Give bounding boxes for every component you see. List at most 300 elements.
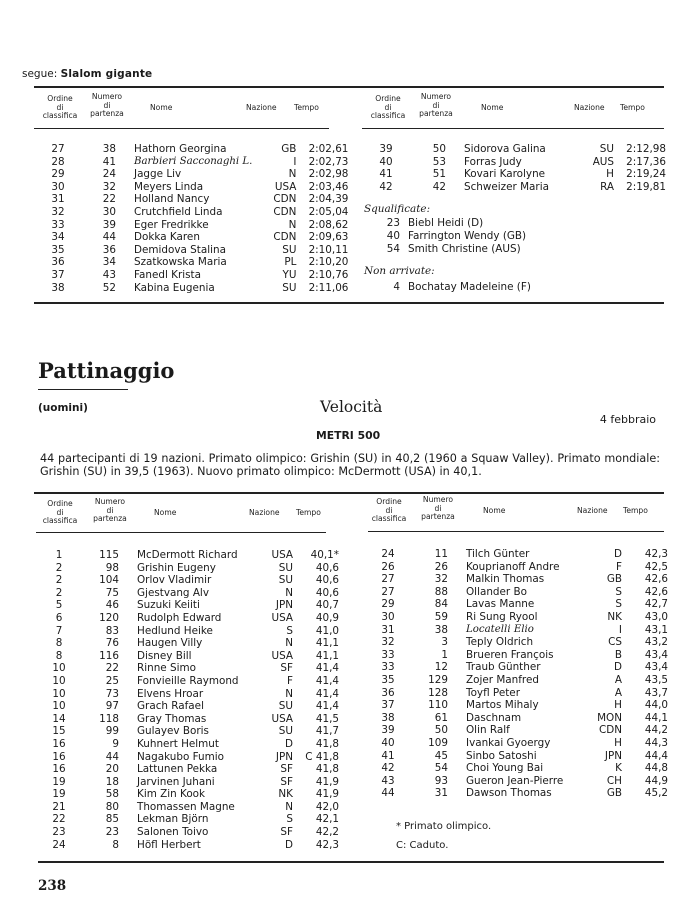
rank-cell: 33 xyxy=(381,661,395,674)
rank-cell: 39 xyxy=(379,143,393,155)
athlete-name-cell: Lavas Manne xyxy=(466,598,535,611)
list-item xyxy=(380,243,521,256)
bib-number-cell: 32 xyxy=(434,573,448,586)
bib-number-cell: 58 xyxy=(105,788,119,801)
athlete-name-cell: Kuhnert Helmut xyxy=(137,737,219,750)
rank-cell: 27 xyxy=(51,143,65,155)
table-row xyxy=(363,611,668,624)
table-row xyxy=(34,813,339,826)
rank-cell: 29 xyxy=(51,168,65,181)
rank-cell: 19 xyxy=(52,775,66,788)
bib-number-cell: 1 xyxy=(441,648,448,661)
header-rule-right xyxy=(368,531,664,532)
list-item xyxy=(380,281,531,294)
bib-number-cell: 80 xyxy=(105,800,119,813)
athlete-name-cell: Szatkowska Maria xyxy=(134,256,227,269)
athlete-entry: Bochatay Madeleine (F) xyxy=(408,281,531,293)
col-header-line: partenza xyxy=(90,109,124,118)
table-row xyxy=(34,751,339,764)
bib-number-cell: 97 xyxy=(105,700,119,713)
athlete-name-cell: Locatelli Elio xyxy=(466,623,534,635)
nation-cell: A xyxy=(614,686,622,699)
rank-cell: 28 xyxy=(51,155,65,168)
category-label: (uomini) xyxy=(38,402,88,414)
athlete-name-cell: Fanedl Krista xyxy=(134,268,201,281)
col-header-line: Ordine xyxy=(47,499,73,508)
page-number: 238 xyxy=(38,878,67,894)
time-cell: 43,7 xyxy=(644,686,668,699)
time-cell: 2:19,81 xyxy=(626,180,666,193)
time-cell: 43,0 xyxy=(644,610,668,623)
nation-cell: SF xyxy=(280,775,293,788)
athlete-name-cell: Tilch Günter xyxy=(466,548,530,560)
athlete-name-cell: Thomassen Magne xyxy=(137,800,235,813)
athlete-name-cell: Crutchfield Linda xyxy=(134,205,223,218)
athlete-name-cell: Ivankai Gyoergy xyxy=(466,736,551,749)
rank-cell: 27 xyxy=(381,573,395,586)
bib-number-cell: 41 xyxy=(102,155,116,168)
col-header-line: Numero xyxy=(94,497,126,506)
table-row xyxy=(363,598,668,611)
athlete-name-cell: Olin Ralf xyxy=(466,724,510,737)
list-item xyxy=(380,217,483,230)
squalificate-label: Squalificate: xyxy=(364,203,431,215)
col-header-line: partenza xyxy=(419,109,453,118)
bib-number-cell: 93 xyxy=(434,774,448,787)
rank-cell: 10 xyxy=(52,700,66,713)
col-header-line: partenza xyxy=(93,514,127,523)
rank-cell: 15 xyxy=(52,725,66,738)
bib-number-cell: 38 xyxy=(434,623,448,636)
rank-cell: 27 xyxy=(381,585,395,598)
bib-number-cell: 38 xyxy=(102,143,116,155)
table-row xyxy=(34,599,339,612)
athlete-name-cell: Meyers Linda xyxy=(134,180,204,193)
athlete-name-cell: Kouprianoff Andre xyxy=(466,560,560,573)
nation-cell: JPN xyxy=(275,599,293,612)
athlete-name-cell: Eger Fredrikke xyxy=(134,218,209,231)
bib-number-cell: 26 xyxy=(434,560,448,573)
nation-cell: SU xyxy=(599,143,614,155)
time-cell: 2:10,11 xyxy=(308,243,349,256)
athlete-name-cell: Zojer Manfred xyxy=(466,673,539,686)
table-row xyxy=(363,624,668,637)
athlete-name-cell: Daschnam xyxy=(466,711,522,724)
header-rule-left xyxy=(36,532,326,533)
table-row xyxy=(362,143,666,156)
table-row xyxy=(34,549,339,562)
nation-cell: SU xyxy=(278,725,293,738)
table-row xyxy=(363,548,668,561)
athlete-name-cell: Fonvieille Raymond xyxy=(137,674,239,687)
col-header-numero xyxy=(86,498,134,524)
top-rule xyxy=(34,86,664,88)
nation-cell: USA xyxy=(271,549,293,561)
rank-cell: 8 xyxy=(55,649,63,662)
time-cell: 40,9 xyxy=(315,611,339,624)
rank-cell: 8 xyxy=(55,637,63,650)
col-header-line: di xyxy=(106,505,114,515)
nation-cell: A xyxy=(614,673,622,686)
table-row xyxy=(34,826,339,839)
athlete-name-cell: Schweizer Maria xyxy=(464,180,549,193)
table-row xyxy=(363,561,668,574)
nation-cell: S xyxy=(286,624,293,637)
bib-number-cell: 39 xyxy=(102,218,116,231)
table-row xyxy=(34,181,348,194)
athlete-name-cell: Traub Günther xyxy=(466,661,541,674)
nation-cell: D xyxy=(613,661,622,674)
event-intro: 44 partecipanti di 19 nazioni. Primato olimpico: Grishin (SU) in 40,2 (1960 a Squaw Valley). Primato mondiale: Grishin (SU) in 39,5 (1963). Nuovo primato olimpico: McDermott (USA) in 40,1. xyxy=(40,452,660,478)
rank-cell: 16 xyxy=(52,737,66,750)
table-row xyxy=(34,231,348,244)
rank-cell: 22 xyxy=(52,813,66,826)
rank-cell: 35 xyxy=(381,673,395,686)
bib-number-cell: 85 xyxy=(105,813,119,826)
time-cell: 2:05,04 xyxy=(308,205,349,218)
table-row xyxy=(34,675,339,688)
table-row xyxy=(363,661,668,674)
bib-number-cell: 3 xyxy=(441,636,448,649)
table-row xyxy=(362,156,666,169)
athlete-name-cell: Teply Oldrich xyxy=(466,636,534,649)
time-cell: 44,2 xyxy=(644,724,668,737)
time-cell: 41,0 xyxy=(315,624,339,637)
time-cell: 2:12,98 xyxy=(626,143,666,155)
header-rule-right xyxy=(362,128,664,129)
event-date: 4 febbraio xyxy=(599,413,656,426)
nation-cell: S xyxy=(615,598,622,611)
rank-cell: 14 xyxy=(52,712,66,725)
time-cell: 40,6 xyxy=(315,586,339,599)
bib-number-cell: 23 xyxy=(105,826,119,839)
nation-cell: CS xyxy=(608,636,622,649)
athlete-name-cell: Choi Young Bai xyxy=(466,762,544,775)
nation-cell: MON xyxy=(597,711,622,724)
nation-cell: N xyxy=(285,637,293,650)
col-header-tempo: Tempo xyxy=(623,506,648,515)
table-row xyxy=(34,193,348,206)
segue-title: Slalom gigante xyxy=(60,68,153,80)
rank-cell: 41 xyxy=(379,168,393,181)
bib-number-cell: 8 xyxy=(112,838,119,851)
table-row xyxy=(34,143,348,156)
rank-cell: 31 xyxy=(51,193,65,206)
bib-number-cell: 84 xyxy=(434,598,448,611)
col-header-line: classifica xyxy=(42,516,78,525)
col-header-tempo: Tempo xyxy=(294,103,319,112)
table-row xyxy=(363,573,668,586)
col-header-line: di xyxy=(56,102,64,112)
time-cell: 2:19,24 xyxy=(626,168,666,181)
athlete-name-cell: Sidorova Galina xyxy=(464,143,546,155)
nation-cell: D xyxy=(284,737,293,750)
note-olympic-record: * Primato olimpico. xyxy=(396,821,492,832)
nation-cell: H xyxy=(614,736,622,749)
nation-cell: NK xyxy=(278,788,293,801)
time-cell: 44,1 xyxy=(644,711,668,724)
table-row xyxy=(34,625,339,638)
time-cell: 41,8 xyxy=(315,763,339,776)
bib-number-cell: 98 xyxy=(105,561,119,574)
col-header-line: di xyxy=(384,102,392,112)
list-item xyxy=(380,230,526,243)
time-cell: 41,7 xyxy=(315,725,339,738)
col-header-tempo: Tempo xyxy=(620,103,645,112)
nation-cell: YU xyxy=(282,268,297,281)
rank-cell: 10 xyxy=(52,687,66,700)
col-header-nome: Nome xyxy=(483,506,506,515)
bib-number-cell: 20 xyxy=(105,763,119,776)
nation-cell: CH xyxy=(606,774,622,787)
bib-number-cell: 25 xyxy=(105,674,119,687)
rank-cell: 39 xyxy=(381,724,395,737)
time-cell: 2:02,73 xyxy=(308,155,349,168)
time-cell: 42,5 xyxy=(644,560,668,573)
bib-number-cell: 115 xyxy=(99,549,119,561)
athlete-name-cell: Toyfl Peter xyxy=(466,686,520,699)
athlete-name-cell: Höfl Herbert xyxy=(137,838,201,851)
table-row xyxy=(34,156,348,169)
athlete-name-cell: Jarvinen Juhani xyxy=(137,775,215,788)
table-row xyxy=(34,788,339,801)
col-header-numero xyxy=(412,93,460,119)
rank-cell: 23 xyxy=(52,826,66,839)
col-header-line: Numero xyxy=(420,92,452,101)
athlete-name-cell: Lattunen Pekka xyxy=(137,763,218,776)
time-cell: 42,6 xyxy=(644,585,668,598)
nation-cell: CDN xyxy=(273,231,297,244)
nation-cell: JPN xyxy=(604,749,622,762)
bib-number-cell: 75 xyxy=(105,586,119,599)
table-row xyxy=(363,636,668,649)
col-header-tempo: Tempo xyxy=(296,508,321,517)
time-cell: 2:02,61 xyxy=(308,143,349,155)
event-name: METRI 500 xyxy=(316,429,381,442)
rank-cell: 35 xyxy=(51,243,65,256)
title-underline xyxy=(38,389,128,390)
nation-cell: PL xyxy=(284,256,297,269)
bib-number-cell: 99 xyxy=(105,725,119,738)
bib-number-cell: 110 xyxy=(428,699,448,712)
bib-number-cell: 46 xyxy=(105,599,119,612)
athlete-name-cell: Gray Thomas xyxy=(137,712,207,725)
athlete-name-cell: Malkin Thomas xyxy=(466,573,545,586)
rank-cell: 5 xyxy=(55,599,63,612)
table-row xyxy=(34,637,339,650)
bib-number-cell: 30 xyxy=(102,205,116,218)
col-header-line: classifica xyxy=(42,111,78,120)
nation-cell: SF xyxy=(280,763,293,776)
athlete-name-cell: Kovari Karolyne xyxy=(464,168,546,181)
athlete-name-cell: Elvens Hroar xyxy=(137,687,204,700)
nation-cell: AUS xyxy=(592,155,614,168)
athlete-name-cell: Ollander Bo xyxy=(466,585,527,598)
nation-cell: SU xyxy=(282,281,297,294)
rank-cell: 43 xyxy=(381,774,395,787)
nation-cell: I xyxy=(293,155,297,168)
col-header-line: di xyxy=(432,100,440,110)
time-cell: 41,4 xyxy=(315,687,339,700)
col-header-nome: Nome xyxy=(154,508,177,517)
bib-number-cell: 104 xyxy=(99,574,119,587)
bib-number-cell: 50 xyxy=(432,143,446,155)
nation-cell: S xyxy=(286,813,293,826)
athlete-name-cell: Dawson Thomas xyxy=(466,787,552,800)
bib-number-cell: 128 xyxy=(428,686,448,699)
bib-number-cell: 54 xyxy=(434,762,448,775)
athlete-name-cell: Barbieri Sacconaghi L. xyxy=(134,155,253,167)
table-row xyxy=(363,649,668,662)
time-cell: 43,1 xyxy=(644,623,668,636)
col-header-nazione: Nazione xyxy=(249,508,280,517)
nation-cell: USA xyxy=(271,611,293,624)
bib-number-cell: 9 xyxy=(112,737,119,750)
results-table-500m-left xyxy=(34,549,339,851)
nation-cell: CDN xyxy=(598,724,622,737)
athlete-name-cell: Salonen Toivo xyxy=(137,826,209,839)
col-header-ordine xyxy=(34,500,86,526)
bib-number-cell: 42 xyxy=(432,180,446,193)
time-cell: 2:08,62 xyxy=(308,218,349,231)
table-row xyxy=(363,712,668,725)
col-header-nome: Nome xyxy=(150,103,173,112)
col-header-nome: Nome xyxy=(481,103,504,112)
table-row xyxy=(34,206,348,219)
time-cell: 44,0 xyxy=(644,699,668,712)
rank-cell: 36 xyxy=(381,686,395,699)
table-row xyxy=(34,574,339,587)
time-cell: 44,3 xyxy=(644,736,668,749)
time-cell: 40,1* xyxy=(310,549,339,561)
rank-cell: 42 xyxy=(381,762,395,775)
rank-cell: 34 xyxy=(51,231,65,244)
time-cell: 41,9 xyxy=(315,788,339,801)
bib-number-cell: 118 xyxy=(99,712,119,725)
table-row xyxy=(363,586,668,599)
bib-number-cell: 88 xyxy=(434,585,448,598)
rank-cell: 38 xyxy=(381,711,395,724)
nation-cell: RA xyxy=(600,180,614,193)
rank-cell: 38 xyxy=(51,281,65,294)
table-row xyxy=(363,787,668,800)
rank-cell: 30 xyxy=(381,610,395,623)
bib-number-cell: 43 xyxy=(102,268,116,281)
table-row xyxy=(34,256,348,269)
table-row xyxy=(34,763,339,776)
table-row xyxy=(363,750,668,763)
table-row xyxy=(363,737,668,750)
table-row xyxy=(34,688,339,701)
nation-cell: GB xyxy=(606,787,622,800)
results-table-slalom-left xyxy=(34,143,348,294)
rank-cell: 41 xyxy=(381,749,395,762)
rank-cell: 31 xyxy=(381,623,395,636)
nation-cell: N xyxy=(285,586,293,599)
athlete-name-cell: Hedlund Heike xyxy=(137,624,213,637)
time-cell: 41,4 xyxy=(315,700,339,713)
athlete-name-cell: Lekman Björn xyxy=(137,813,209,826)
athlete-entry: Biebl Heidi (D) xyxy=(408,217,484,229)
nation-cell: S xyxy=(615,585,622,598)
col-header-nazione: Nazione xyxy=(246,103,277,112)
col-header-line: Numero xyxy=(422,495,454,504)
time-cell: 42,3 xyxy=(644,548,668,560)
time-cell: 44,9 xyxy=(644,774,668,787)
col-header-ordine xyxy=(34,95,86,121)
bib-number-cell: 45 xyxy=(434,749,448,762)
rank-cell: 24 xyxy=(381,548,395,560)
time-cell: 41,1 xyxy=(315,637,339,650)
rank-cell: 7 xyxy=(55,624,63,637)
col-header-line: Ordine xyxy=(47,94,73,103)
col-header-ordine xyxy=(363,498,415,524)
table-row xyxy=(34,801,339,814)
rank-cell: 19 xyxy=(52,788,66,801)
bib-number-cell: 59 xyxy=(434,610,448,623)
section-continuation-heading xyxy=(22,68,152,80)
col-header-line: Numero xyxy=(91,92,123,101)
time-cell: 41,9 xyxy=(315,775,339,788)
table-row xyxy=(34,269,348,282)
col-header-line: di xyxy=(434,503,442,513)
bib-number-cell: 116 xyxy=(99,649,119,662)
nation-cell: USA xyxy=(274,180,297,193)
nation-cell: GB xyxy=(606,573,622,586)
bib-number-cell: 22 xyxy=(102,193,116,206)
rank-cell: 30 xyxy=(51,180,65,193)
rank-cell: 16 xyxy=(52,750,66,763)
time-cell: 45,2 xyxy=(644,787,668,800)
bib-number-cell: 51 xyxy=(432,168,446,181)
nation-cell: D xyxy=(613,548,622,560)
nation-cell: N xyxy=(285,800,293,813)
nation-cell: H xyxy=(606,168,614,181)
time-cell: 40,6 xyxy=(315,561,339,574)
rank-cell: 10 xyxy=(52,662,66,675)
bib-number: 4 xyxy=(393,281,400,293)
bib-number-cell: 12 xyxy=(434,661,448,674)
rank-cell: 26 xyxy=(381,560,395,573)
nation-cell: N xyxy=(285,687,293,700)
bib-number-cell: 24 xyxy=(102,168,116,181)
rank-cell: 21 xyxy=(52,800,66,813)
athlete-name-cell: Gulayev Boris xyxy=(137,725,209,738)
col-header-line: Ordine xyxy=(375,94,401,103)
rank-cell: 6 xyxy=(55,611,63,624)
time-cell: 41,8 xyxy=(315,737,339,750)
athlete-name-cell: Grach Rafael xyxy=(137,700,204,713)
time-cell: 2:10,76 xyxy=(308,268,349,281)
nation-cell: SU xyxy=(278,561,293,574)
table-row xyxy=(34,713,339,726)
table-row xyxy=(34,219,348,232)
time-cell: 43,4 xyxy=(644,661,668,674)
table-row xyxy=(34,168,348,181)
athlete-name-cell: Rudolph Edward xyxy=(137,611,222,624)
rank-cell: 32 xyxy=(381,636,395,649)
table-row xyxy=(363,674,668,687)
time-cell: 42,7 xyxy=(644,598,668,611)
bib-number-cell: 53 xyxy=(432,155,446,168)
nation-cell: F xyxy=(287,674,293,687)
table-row xyxy=(34,612,339,625)
table-row xyxy=(34,587,339,600)
time-cell: 41,4 xyxy=(315,662,339,675)
bib-number-cell: 18 xyxy=(105,775,119,788)
time-cell: 42,3 xyxy=(315,838,339,851)
time-cell: 2:04,39 xyxy=(308,193,349,206)
